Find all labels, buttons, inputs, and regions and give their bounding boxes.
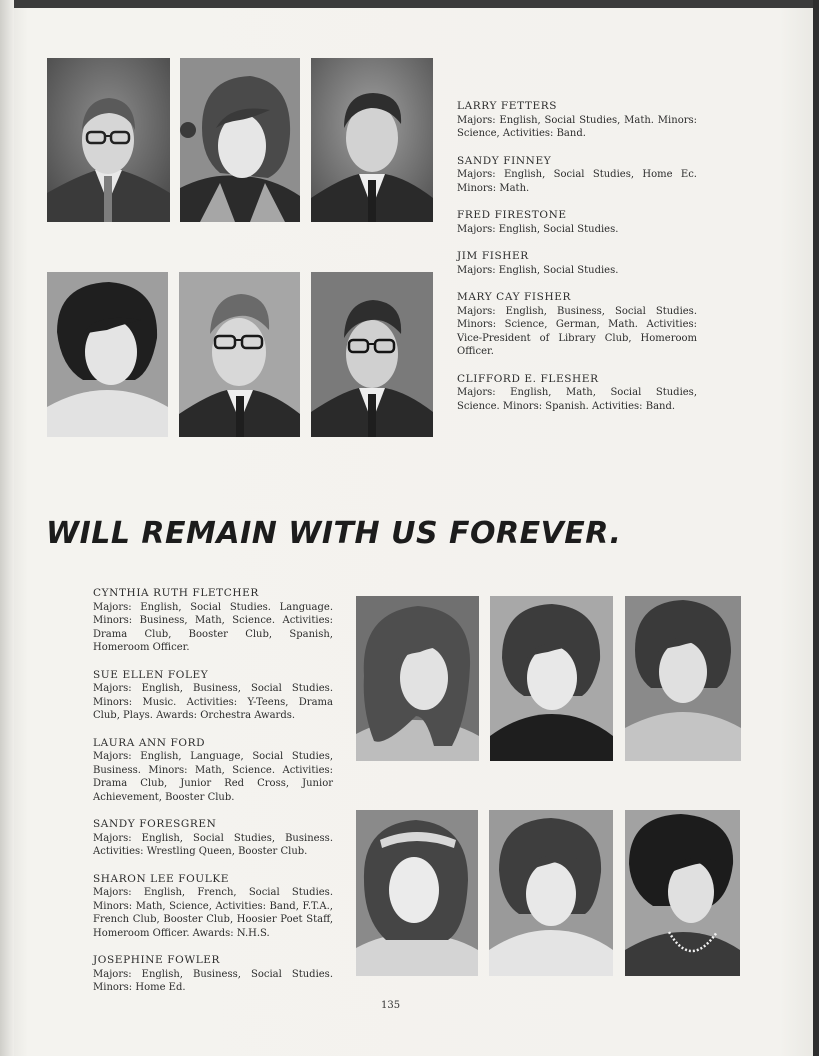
entry-cynthia-ruth-fletcher [93, 587, 333, 655]
entry-details: Majors: English, Social Studies. [457, 223, 619, 235]
entry-fred-firestone [457, 209, 697, 236]
entry-name: LARRY FETTERS [457, 100, 558, 112]
portrait-sandy-finney [180, 58, 300, 222]
entry-name: CYNTHIA RUTH FLETCHER [93, 587, 259, 599]
entry-sue-ellen-foley [93, 669, 333, 723]
entry-details: Majors: English, French, Social Studies. Minors: Math, Science, Activities: Band, F.T.A., French Club, Booster Club, Hoosier Poet Staff, Homeroom Officer. Awards: N.H.S. [93, 887, 333, 939]
entry-name: MARY CAY FISHER [457, 291, 571, 303]
entry-details: Majors: English, Social Studies, Home Ec. Minors: Math. [457, 169, 697, 194]
entry-mary-cay-fisher [457, 291, 697, 359]
scan-top-border [0, 0, 819, 8]
portrait-cynthia-ruth-fletcher [356, 596, 479, 761]
portrait-sandy-foresgren [356, 810, 478, 976]
entry-details: Majors: English, Social Studies. [457, 264, 619, 276]
entry-name: SANDY FINNEY [457, 154, 552, 167]
portrait-sue-ellen-foley [490, 596, 613, 761]
entry-name: SHARON LEE FOULKE [93, 872, 230, 885]
portrait-larry-fetters [47, 58, 170, 222]
portrait-josephine-fowler [625, 810, 740, 976]
page-headline: WILL REMAIN WITH US FOREVER. [46, 516, 622, 551]
entry-sharon-lee-foulke [93, 873, 333, 941]
entry-details: Majors: English, Business, Social Studies. Minors: Music. Activities: Y-Teens, Drama Club, Plays. Awards: Orchestra Awards. [93, 683, 333, 721]
page-number: 135 [381, 1000, 401, 1011]
entry-details: Majors: English, Language, Social Studies, Business. Minors: Math, Science. Activities: Drama Club, Junior Red Cross, Junior Achievement, Booster Club. [93, 751, 333, 803]
scan-right-border [813, 0, 819, 1056]
portrait-clifford-flesher [311, 272, 433, 437]
entry-name: SANDY FORESGREN [93, 818, 217, 830]
entry-details: Majors: English, Social Studies, Math. Minors: Science, Activities: Band. [457, 114, 697, 139]
portrait-fred-firestone [311, 58, 433, 222]
top-entries [457, 100, 697, 427]
entry-name: SUE ELLEN FOLEY [93, 668, 209, 681]
portrait-laura-ann-ford [625, 596, 741, 761]
entry-jim-fisher [457, 250, 697, 277]
entry-larry-fetters [457, 100, 697, 141]
entry-josephine-fowler [93, 954, 333, 995]
bottom-entries [93, 587, 333, 1009]
entry-clifford-flesher [457, 373, 697, 414]
entry-name: FRED FIRESTONE [457, 209, 567, 221]
page-gutter [0, 0, 14, 1056]
entry-details: Majors: English, Math, Social Studies, Science. Minors: Spanish. Activities: Band. [457, 387, 697, 412]
entry-laura-ann-ford [93, 737, 333, 805]
entry-details: Majors: English, Social Studies. Language. Minors: Business, Math, Science. Activities: Drama Club, Booster Club, Spanish, Homeroom Officer. [93, 601, 333, 653]
entry-name: JOSEPHINE FOWLER [93, 954, 221, 966]
portrait-sharon-lee-foulke [489, 810, 613, 976]
entry-details: Majors: English, Business, Social Studies. Minors: Science, German, Math. Activities: Vice-President of Library Club, Homeroom Officer. [457, 305, 697, 357]
entry-name: LAURA ANN FORD [93, 736, 206, 749]
portrait-jim-fisher [47, 272, 168, 437]
entry-details: Majors: English, Business, Social Studies. Minors: Home Ed. [93, 968, 333, 993]
entry-sandy-foresgren [93, 818, 333, 859]
entry-sandy-finney [457, 155, 697, 196]
portrait-mary-cay-fisher [179, 272, 300, 437]
entry-name: CLIFFORD E. FLESHER [457, 372, 599, 385]
entry-details: Majors: English, Social Studies, Business. Activities: Wrestling Queen, Booster Club. [93, 832, 333, 857]
entry-name: JIM FISHER [457, 250, 529, 262]
